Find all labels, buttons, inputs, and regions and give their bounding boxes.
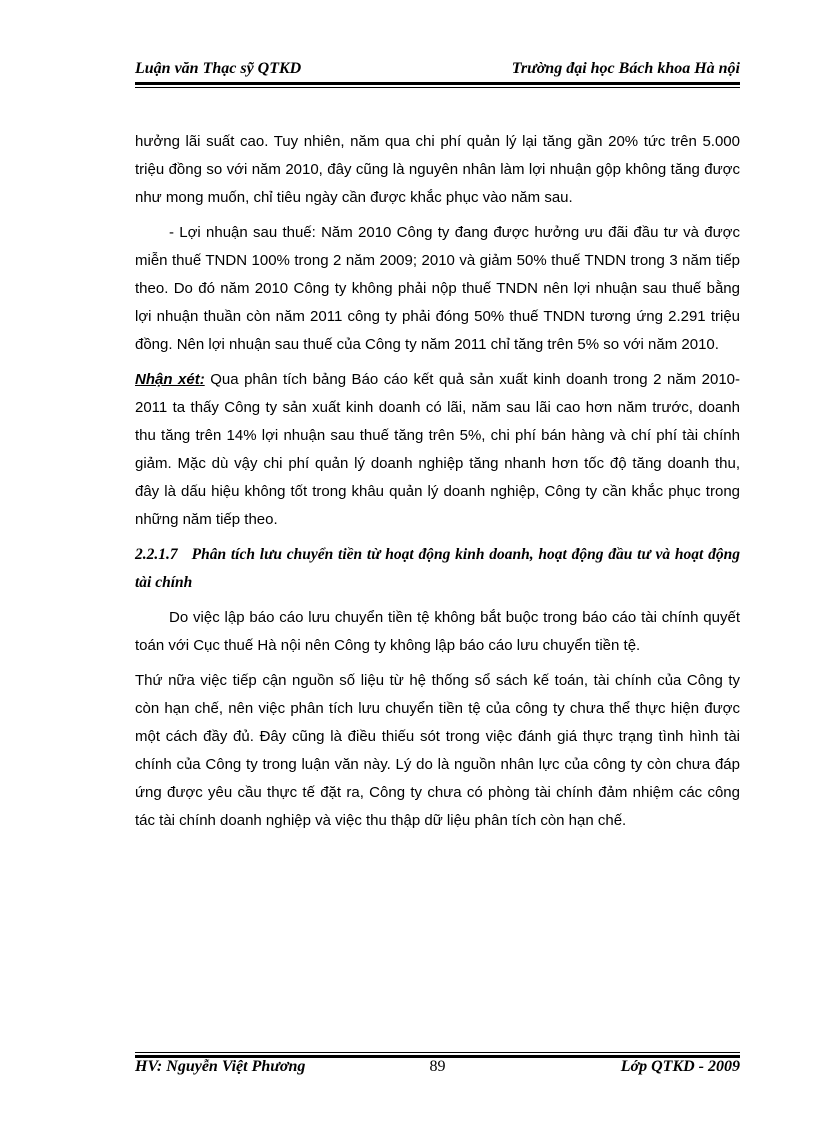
paragraph-admin-cost: hưởng lãi suất cao. Tuy nhiên, năm qua chi phí quản lý lại tăng gần 20% tức trên 5.000 triệu đồng so với năm 2010, đây cũng là nguyên nhân làm lợi nhuận gộp không tăng được như mong muốn, chỉ tiêu ngày cần được khắc phục vào năm sau. [135, 133, 740, 206]
header-rule-thin [135, 87, 740, 88]
footer-rule-thin [135, 1052, 740, 1053]
paragraph-cashflow-report: Do việc lập báo cáo lưu chuyển tiền tệ không bắt buộc trong báo cáo tài chính quyết toán với Cục thuế Hà nội nên Công ty không lập báo cáo lưu chuyển tiền tệ. [135, 609, 740, 654]
header-thesis-title: Luận văn Thạc sỹ QTKD [135, 60, 302, 77]
section-heading [135, 541, 740, 597]
paragraph-profit-after-tax: - Lợi nhuận sau thuế: Năm 2010 Công ty đang được hưởng ưu đãi đầu tư và được miễn thuế TNDN 100% trong 2 năm 2009; 2010 và giảm 50% thuế TNDN trong 3 năm tiếp theo. Do đó năm 2010 Công ty không phải nộp thuế TNDN nên lợi nhuận sau thuế bằng lợi nhuận thuần còn năm 2011 công ty phải đóng 50% thuế TNDN tương ứng 2.291 triệu đồng. Nên lợi nhuận sau thuế của Công ty năm 2011 chỉ tăng trên 5% so với năm 2010. [135, 224, 740, 353]
page-number: 89 [429, 1058, 446, 1075]
remarks-label: Nhận xét: [135, 371, 205, 388]
page-footer [135, 1058, 740, 1082]
header-rule-thick [135, 82, 740, 85]
page-body [135, 128, 740, 842]
paragraph-remarks [135, 366, 740, 534]
header-university: Trường đại học Bách khoa Hà nội [511, 60, 740, 77]
paragraph-limitations: Thứ nữa việc tiếp cận nguồn số liệu từ hệ thống sổ sách kế toán, tài chính của Công ty còn hạn chế, nên việc phân tích lưu chuyển tiền tệ của công ty chưa thể thực hiện được một cách đầy đủ. Đây cũng là điều thiếu sót trong việc đánh giá thực trạng tình hình tài chính của Công ty trong luận văn này. Lý do là nguồn nhân lực của công ty còn chưa đáp ứng được yêu cầu thực tế đặt ra, Công ty chưa có phòng tài chính đảm nhiệm các công tác tài chính doanh nghiệp và việc thu thập dữ liệu phân tích còn hạn chế. [135, 672, 740, 829]
page-header [135, 58, 740, 82]
remarks-text: Qua phân tích bảng Báo cáo kết quả sản xuất kinh doanh trong 2 năm 2010-2011 ta thấy Công ty sản xuất kinh doanh có lãi, năm sau lãi cao hơn năm trước, doanh thu tăng trên 14% lợi nhuận sau thuế tăng trên 5%, chi phí bán hàng và chí phí tài chính giảm. Mặc dù vậy chi phí quản lý doanh nghiệp tăng nhanh hơn tốc độ tăng doanh thu, đây là dấu hiệu không tốt trong khâu quản lý doanh nghiệp, Công ty cần khắc phục trong những năm tiếp theo. [135, 371, 741, 528]
section-number: 2.2.1.7 [135, 546, 178, 563]
section-title: Phân tích lưu chuyển tiền từ hoạt động kinh doanh, hoạt động đầu tư và hoạt động tài chính [135, 546, 740, 591]
footer-author: HV: Nguyễn Việt Phương [135, 1058, 306, 1075]
footer-class: Lớp QTKD - 2009 [620, 1058, 740, 1075]
